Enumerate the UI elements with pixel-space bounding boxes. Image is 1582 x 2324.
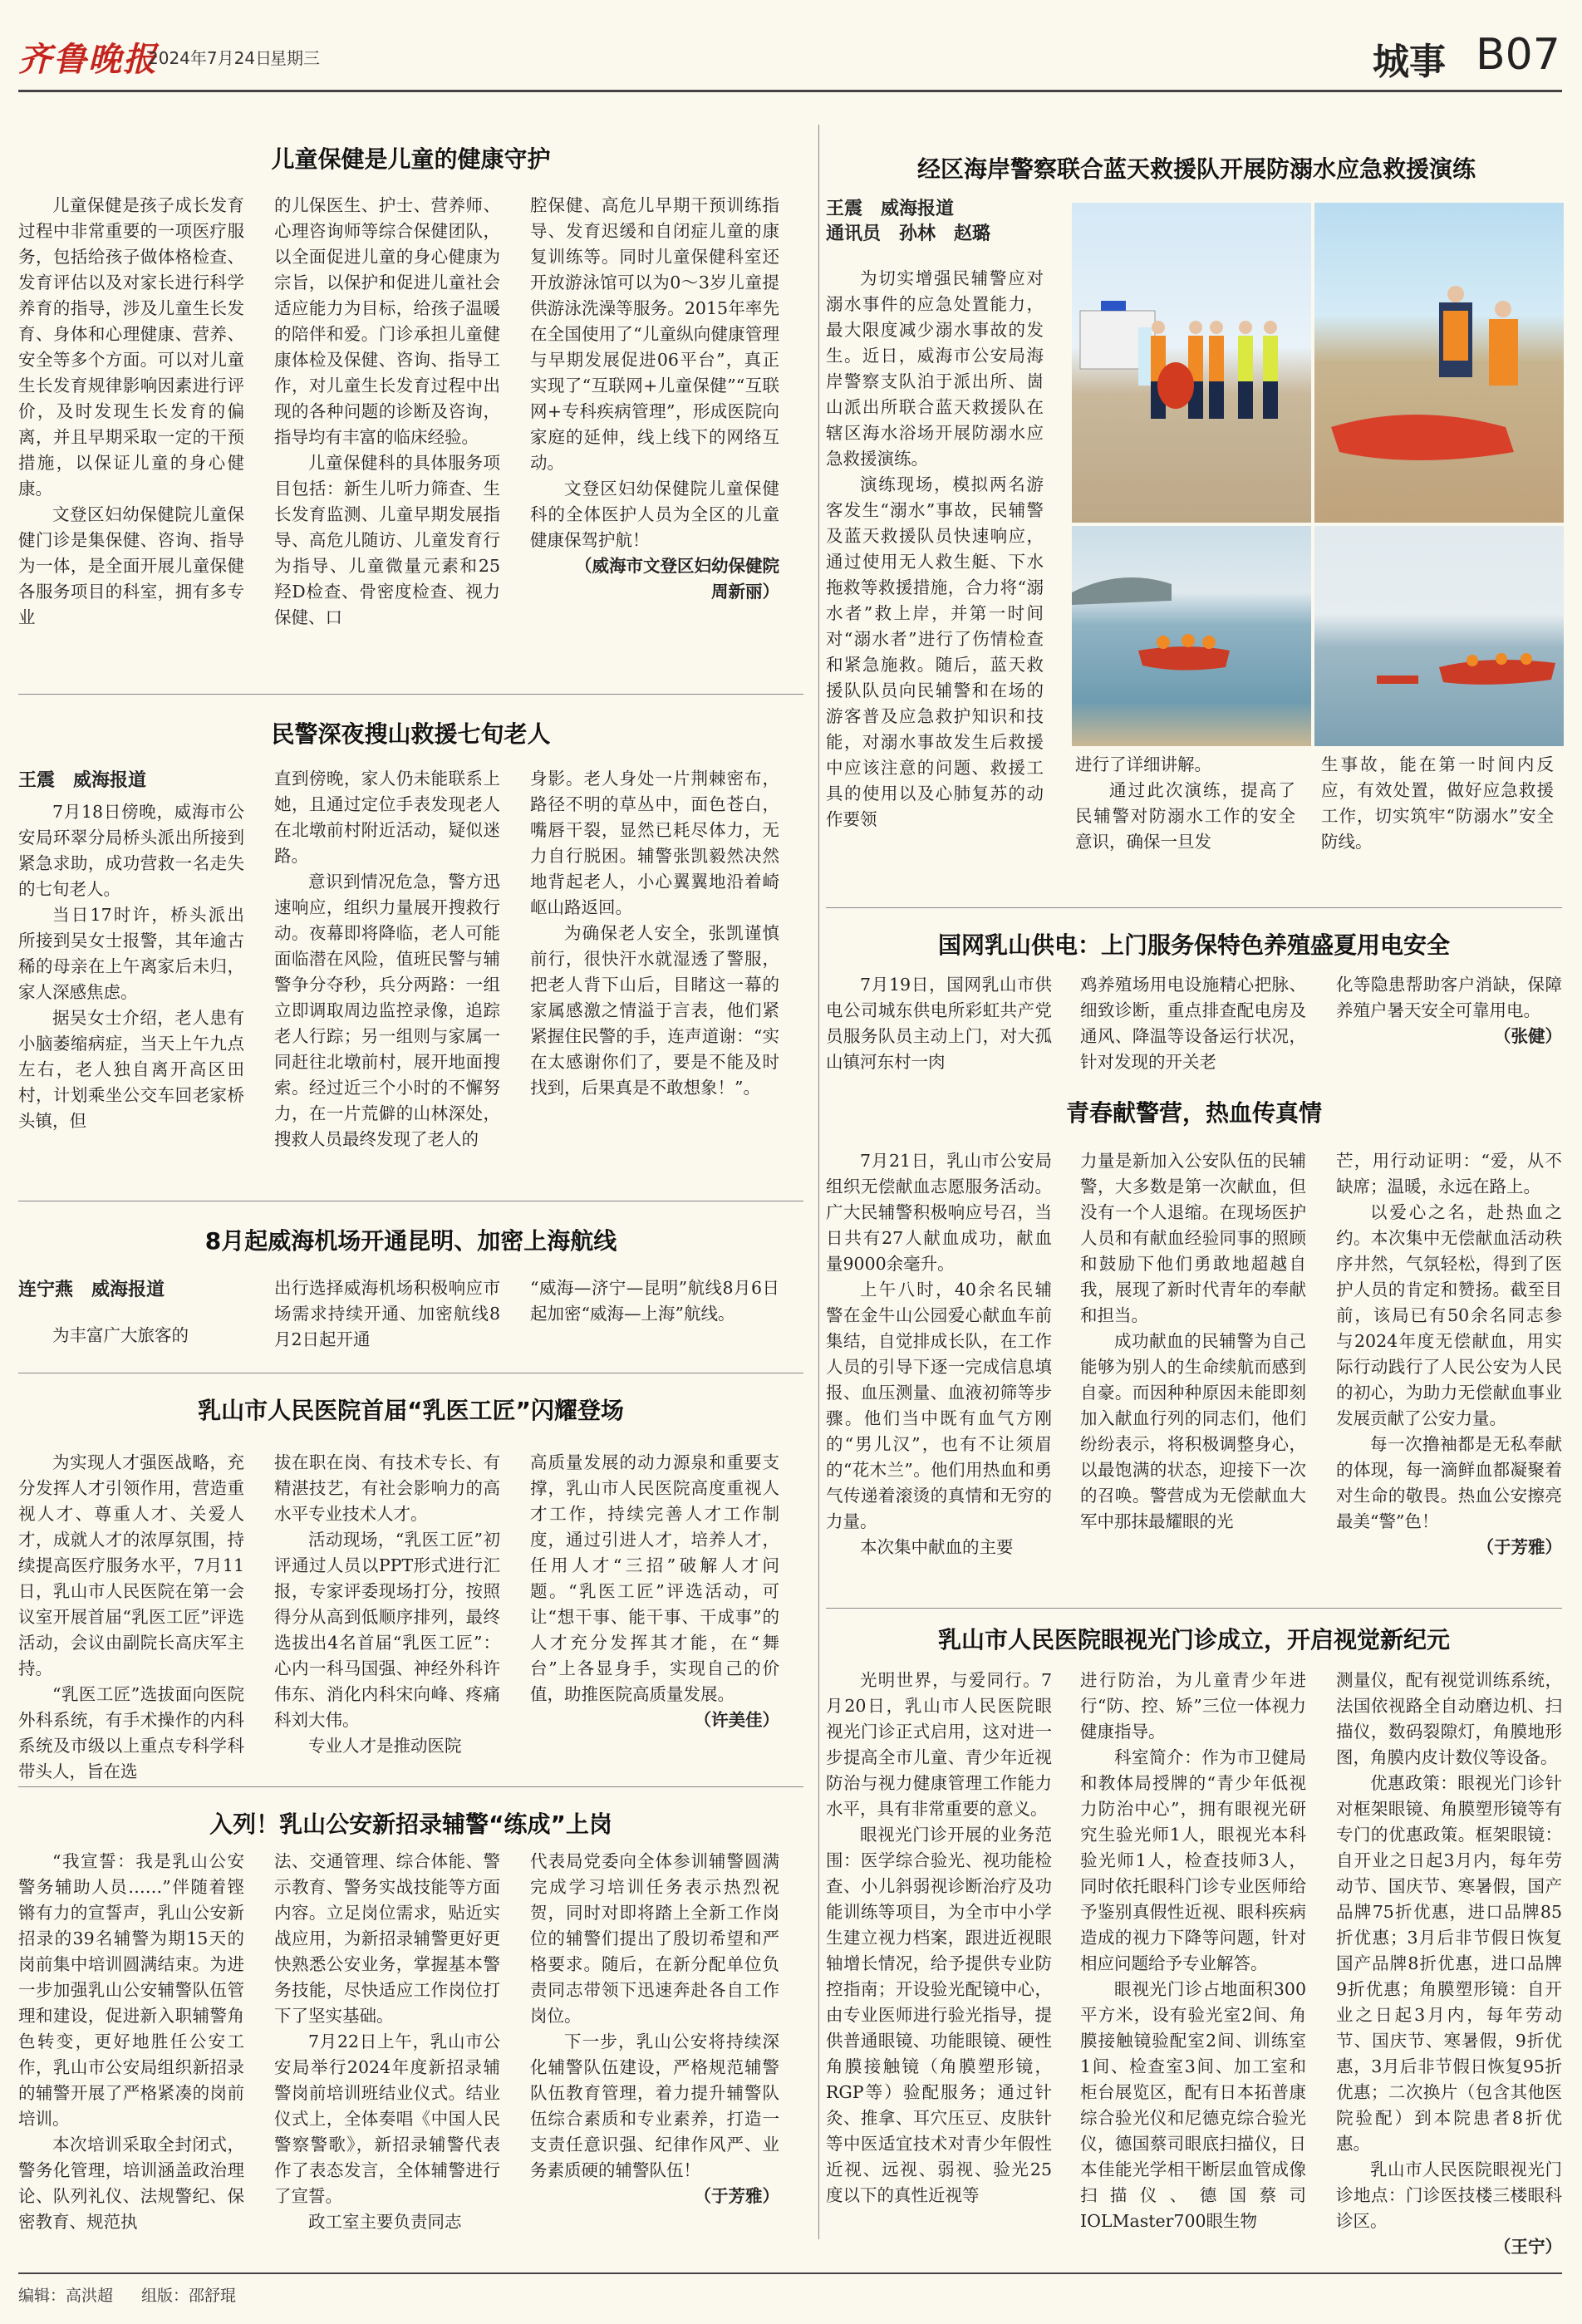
a3-col2: 出行选择威海机场积极响应市场需求持续开通、加密航线8月2日起开通 — [274, 1278, 500, 1349]
a4-col3: 高质量发展的动力源泉和重要支撑，乳山市人民医院高度重视人才工作，持续完善人才工作制度，通过引进人才，培养人才，任用人才“三招”破解人才问题。“乳医工匠”评选活动，可让“想干事、能干事、干成事”的人才充分发挥其才能，在“舞台”上各显身手，实现自己的价值，助推医院高质量发展。 （许美佳） — [530, 1450, 779, 1774]
a2-col3: 身影。老人身处一片荆棘密布，路径不明的草丛中，面色苍白，嘴唇干裂，显然已耗尽体力，无力自行脱困。辅警张凯毅然决然地背起老人，小心翼翼地沿着崎岖山路返回。 为确保老人安全，张凯谨慎前行，很快汗水就湿透了警服，把老人背下山后，目睹这一幕的家属感激之情溢于言表，他们紧紧握住民警的手，连声道谢：“实在太感谢你们了，要是不能及时找到，后果真是不敢想象！”。 — [530, 769, 779, 1098]
a6-col1: 为切实增强民辅警应对溺水事件的应急处置能力，最大限度减少溺水事故的发生。近日，威海市公安局海岸警察支队泊于派出所、崮山派出所联合蓝天救援队在辖区海水浴场开展防溺水应急救援演练。 演练现场，模拟两名游客发生“溺水”事故，民辅警及蓝天救援队员快速响应，通过使用无人救生艇、下水拖救等救援措施，合力将“溺水者”救上岸，并第一时间对“溺水者”进行了伤情检查和紧急施救。随后，蓝天救援队队员向民辅警和在场的游客普及应急救护知识和技能，对溺水事故发生后救援中应该注意的问题、救援工具的使用以及心肺复苏的动作要领 — [826, 268, 1044, 829]
headline-rescue-elder: 民警深夜搜山救援七旬老人 — [271, 720, 551, 748]
a5-col1: “我宣誓：我是乳山公安警务辅助人员……”伴随着铿锵有力的宣誓声，乳山公安新招录的39名辅警为期15天的岗前集中培训圆满结束。为进一步加强乳山公安辅警队伍管理和建设，促进新入职辅警角色转变，更好地胜任公安工作，乳山市公安局组织新招录的辅警开展了严格紧凑的岗前培训。 本次培训采取全封闭式，警务化管理，培训涵盖政治理论、队列礼仪、法规警纪、保密教育、规范执 — [18, 1851, 244, 2232]
a7-col3: 化等隐患帮助客户消缺，保障养殖户暑天安全可靠用电。 （张健） — [1336, 972, 1562, 1088]
headline-power-supply: 国网乳山供电：上门服务保特色养殖盛夏用电安全 — [937, 931, 1450, 959]
a1-col2: 的儿保医生、护士、营养师、心理咨询师等综合保健团队，以全面促进儿童的身心健康为宗旨，以保护和促进儿童社会适应能力为目标，给孩子温暖的陪伴和爱。门诊承担儿童健康体检及保健、咨询、指导工作，对儿童生长发育过程中出现的各种问题的诊断及咨询，指导均有丰富的临床经验。 儿童保健科的具体服务项目包括：新生儿听力筛查、生长发育监测、儿童早期发展指导、高危儿随访、儿童发育行为指导、儿童微量元素和25羟D检查、骨密度检查、视力保健、口 — [274, 195, 500, 627]
a3-col1: 为丰富广大旅客的 — [52, 1325, 189, 1345]
column-divider — [818, 125, 819, 2239]
tow-image — [1314, 526, 1564, 746]
drill-photo-boat-check — [1314, 203, 1564, 523]
drill-photo-team — [1072, 203, 1311, 523]
a9-col1: 光明世界，与爱同行。7月20日，乳山市人民医院眼视光门诊正式启用，这对进一步提高全市儿童、青少年近视防治与视力健康管理工作能力水平，具有非常重要的意义。 眼视光门诊开展的业务范围：医学综合验光、视功能检查、小儿斜弱视诊断治疗及功能训练等项目，为全市中小学生建立视力档案，跟进近视眼轴增长情况，给予提供专业防控指南；开设验光配镜中心，由专业医师进行验光指导，提供普通眼镜、功能眼镜、硬性角膜接触镜（角膜塑形镜，RGP等）验配服务；通过针灸、推拿、耳穴压豆、皮肤针等中医适宜技术对青少年假性近视、远视、弱视、验光25度以下的真性近视等 — [826, 1670, 1052, 2205]
drill-photo-tow — [1314, 526, 1564, 746]
a7-signature: （张健） — [1494, 1026, 1562, 1046]
team-image — [1072, 203, 1311, 523]
headline-optometry: 乳山市人民医院眼视光门诊成立，开启视觉新纪元 — [937, 1626, 1450, 1653]
headline-blood-donation: 青春献警营，热血传真情 — [1065, 1099, 1322, 1127]
headline-auxiliary-police: 入列！乳山公安新招录辅警“练成”上岗 — [209, 1811, 612, 1838]
a6-col3: 生事故，能在第一时间内反应，有效处置，做好应急救援工作，切实筑牢“防溺水”安全防线。 — [1321, 754, 1554, 852]
headline-airport: 8月起威海机场开通昆明、加密上海航线 — [204, 1227, 617, 1255]
a7-col1: 7月19日，国网乳山市供电公司城东供电所彩虹共产党员服务队员主动上门，对大孤山镇河东村一肉 — [826, 975, 1052, 1072]
boat-check-image — [1314, 203, 1564, 523]
a6-byline-correspondent: 通讯员 孙林 赵璐 — [826, 224, 991, 244]
rescue-sea-image — [1072, 526, 1311, 746]
a5-signature: （于芳雅） — [694, 2186, 779, 2206]
a4-col1: 为实现人才强医战略，充分发挥人才引领作用，营造重视人才、尊重人才、关爱人才，成就人才的浓厚氛围，持续提高医疗服务水平，7月11日，乳山市人民医院在第一会议室开展首届“乳医工匠”评选活动，会议由副院长高庆军主持。 “乳医工匠”选拔面向医院外科系统，有手术操作的内科系统及市级以上重点专科学科带头人，旨在选 — [18, 1452, 244, 1781]
drill-photo-rescue-sea — [1072, 526, 1311, 746]
issue-date: 2024年7月24日 — [148, 48, 273, 68]
a9-col3: 测量仪，配有视觉训练系统，法国依视路全自动磨边机、扫描仪，数码裂隙灯，角膜地形图，角膜内皮计数仪等设备。 优惠政策：眼视光门诊针对框架眼镜、角膜塑形镜等有专门的优惠政策。框架眼镜：自开业之日起3月内，每年劳动节、国庆节、寒暑假，国产品牌75折优惠，进口品牌85折优惠；3月后非节假日恢复国产品牌8折优惠，进口品牌9折优惠；角膜塑形镜：自开业之日起3月内，每年劳动节、国庆节、寒暑假，9折优惠，3月后非节假日恢复95折优惠；二次换片（包含其他医院验配）到本院患者8折优惠。 乳山市人民医院眼视光门诊地点：门诊医技楼三楼眼科诊区。 （王宁） — [1336, 1668, 1562, 2241]
a2-byline: 王震 威海报道 — [18, 770, 147, 791]
a3-col3: “威海—济宁—昆明”航线8月6日起加密“威海—上海”航线。 — [530, 1278, 779, 1324]
a9-signature: （王宁） — [1494, 2237, 1562, 2257]
a1-col3: 腔保健、高危儿早期干预训练指导、发育迟缓和自闭症儿童的康复训练等。同时儿童保健科室还开放游泳馆可以为0～3岁儿童提供游泳洗澡等服务。2015年率先在全国使用了“儿童纵向健康管理与早期发展促进06平台”，真正实现了“互联网+儿童保健”“互联网+专科疾病管理”，形成医院向家庭的延伸，线上线下的网络互动。 文登区妇幼保健院儿童保健科的全体医护人员为全区的儿童健康保驾护航！ （威海市文登区妇幼保健院 周新丽） — [530, 193, 779, 708]
a8-signature: （于芳雅） — [1476, 1537, 1562, 1557]
issue-weekday: 星期三 — [270, 48, 320, 68]
a9-col2: 进行防治，为儿童青少年进行“防、控、矫”三位一体视力健康指导。 科室简介：作为市卫健局和教体局授牌的“青少年低视力防治中心”，拥有眼视光研究生验光师1人，眼视光本科验光师1人，检查技师3人，同时依托眼科门诊专业医师给予鉴别真假性近视、眼科疾病造成的视力下降等问题，针对相应问题给予专业解答。 眼视光门诊占地面积300平方米，设有验光室2间、角膜接触镜验配室2间、训练室1间、检查室3间、加工室和柜台展览区，配有日本拓普康综合验光仪和尼德克综合验光仪，德国蔡司眼底扫描仪，日本佳能光学相干断层血管成像扫描仪、德国蔡司IOLMaster700眼生物 — [1080, 1670, 1306, 2231]
headline-craftsman: 乳山市人民医院首届“乳医工匠”闪耀登场 — [198, 1397, 624, 1424]
a3-byline: 连宁燕 威海报道 — [18, 1280, 165, 1300]
a6-col2: 进行了详细讲解。 通过此次演练，提高了民辅警对防溺水工作的安全意识，确保一旦发 — [1075, 754, 1295, 852]
a4-col2: 拔在职在岗、有技术专长、有精湛技艺，有社会影响力的高水平专业技术人才。 活动现场，“乳医工匠”初评通过人员以PPT形式进行汇报，专家评委现场打分，按照得分从高到低顺序排列，最终选拔出4名首届“乳医工匠”：心内一科马国强、神经外科许伟东、消化内科宋向峰、疼痛科刘大伟。 专业人才是推动医院 — [274, 1452, 500, 1756]
a6-byline: 王震 威海报道 — [826, 199, 955, 219]
section-name: 城事 — [1373, 41, 1446, 83]
footer-editor: 编辑：高洪超 — [18, 2287, 114, 2305]
headline-child-health: 儿童保健是儿童的健康守护 — [271, 145, 551, 173]
a1-signature: （威海市文登区妇幼保健院 周新丽） — [575, 556, 797, 602]
a8-col3: 芒，用行动证明：“爱，从不缺席；温暖，永远在路上。 以爱心之名，赴热血之约。本次集中无偿献血活动秩序井然，气氛轻松，得到了医护人员的肯定和赞扬。截至目前，该局已有50余名同志参与2024年度无偿献血，用实际行动践行了人民公安为人民的初心，为助力无偿献血事业发展贡献了公安力量。 每一次撸袖都是无私奉献的体现，每一滴鲜血都凝聚着对生命的敬畏。热血公安擦亮最美“警”色！ （于芳雅） — [1336, 1148, 1562, 1639]
headline-drill: 经区海岸警察联合蓝天救援队开展防溺水应急救援演练 — [916, 155, 1476, 183]
a2-col1: 7月18日傍晚，威海市公安局环翠分局桥头派出所接到紧急求助，成功营救一名走失的七旬老人。 当日17时许，桥头派出所接到吴女士报警，其年逾古稀的母亲在上午离家后未归，家人深感焦虑。 据吴女士介绍，老人患有小脑萎缩病症，当天上午九点左右，老人独自离开高区田村，计划乘坐公交车回老家桥头镇，但 — [18, 802, 244, 1131]
footer-rule — [18, 2272, 1562, 2274]
a5-col3: 代表局党委向全体参训辅警圆满完成学习培训任务表示热烈祝贺，同时对即将踏上全新工作岗位的辅警们提出了殷切希望和严格要求。随后，在新分配单位负责同志带领下迅速奔赴各自工作岗位。 下一步，乳山公安将持续深化辅警队伍建设，严格规范辅警队伍教育管理，着力提升辅警队伍综合素质和专业素养，打造一支责任意识强、纪律作风严、业务素质硬的辅警队伍！ （于芳雅） — [530, 1849, 779, 2239]
a2-col2: 直到傍晚，家人仍未能联系上她，且通过定位手表发现老人在北墩前村附近活动，疑似迷路。 意识到情况危急，警方迅速响应，组织力量展开搜救行动。夜幕即将降临，老人可能面临潜在风险，值班民警与辅警争分夺秒，兵分两路：一组立即调取周边监控录像，追踪老人行踪；另一组则与家属一同赶往北墩前村，展开地面搜索。经过近三个小时的不懈努力，在一片荒僻的山林深处，搜救人员最终发现了老人的 — [274, 769, 500, 1149]
footer-layout: 组版：邵舒琨 — [141, 2287, 237, 2305]
a1-col1: 儿童保健是孩子成长发育过程中非常重要的一项医疗服务，包括给孩子做体格检查、发育评估以及对家长进行科学养育的指导，涉及儿童生长发育、身体和心理健康、营养、安全等多个方面。可以对儿童生长发育规律影响因素进行评价，及时发现生长发育的偏离，并且早期采取一定的干预措施，以保证儿童的身心健康。 文登区妇幼保健院儿童保健门诊是集保健、咨询、指导为一体，是全面开展儿童保健各服务项目的科室，拥有多专业 — [18, 195, 244, 627]
a8-col2: 力量是新加入公安队伍的民辅警，大多数是第一次献血，但没有一个人退缩。在现场医护人员和有献血经验同事的照顾和鼓励下他们勇敢地超越自我，展现了新时代青年的奉献和担当。 成功献血的民辅警为自己能够为别人的生命续航而感到自豪。而因种种原因未能即刻加入献血行列的同志们，他们纷纷表示，将积极调整身心，以最饱满的状态，迎接下一次的召唤。警营成为无偿献血大军中那抹最耀眼的光 — [1080, 1151, 1306, 1531]
page-number: B07 — [1476, 30, 1560, 80]
paper-name: 齐鲁晚报 — [18, 40, 158, 79]
a7-col2: 鸡养殖场用电设施精心把脉、细致诊断，重点排查配电房及通风、降温等设备运行状况，针对发现的开关老 — [1080, 975, 1306, 1072]
a8-col1: 7月21日，乳山市公安局组织无偿献血志愿服务活动。广大民辅警积极响应号召，当日共有27人献血成功，献血量9000余毫升。 上午八时，40余名民辅警在金牛山公园爱心献血车前集结，自觉排成长队，在工作人员的引导下逐一完成信息填报、血压测量、血液初筛等步骤。他们当中既有血气方刚的“男儿汉”，也有不让须眉的“花木兰”。他们用热血和勇气传递着滚烫的真情和无穷的力量。 本次集中献血的主要 — [826, 1151, 1052, 1557]
a5-col2: 法、交通管理、综合体能、警示教育、警务实战技能等方面内容。立足岗位需求，贴近实战应用，为新招录辅警更好更快熟悉公安业务，掌握基本警务技能，尽快适应工作岗位打下了坚实基础。 7月22日上午，乳山市公安局举行2024年度新招录辅警岗前培训班结业仪式。结业仪式上，全体奏唱《中国人民警察警歌》，新招录辅警代表作了表态发言，全体辅警进行了宣誓。 政工室主要负责同志 — [274, 1851, 500, 2232]
masthead-rule — [18, 90, 1562, 92]
a4-signature: （许美佳） — [694, 1710, 779, 1730]
